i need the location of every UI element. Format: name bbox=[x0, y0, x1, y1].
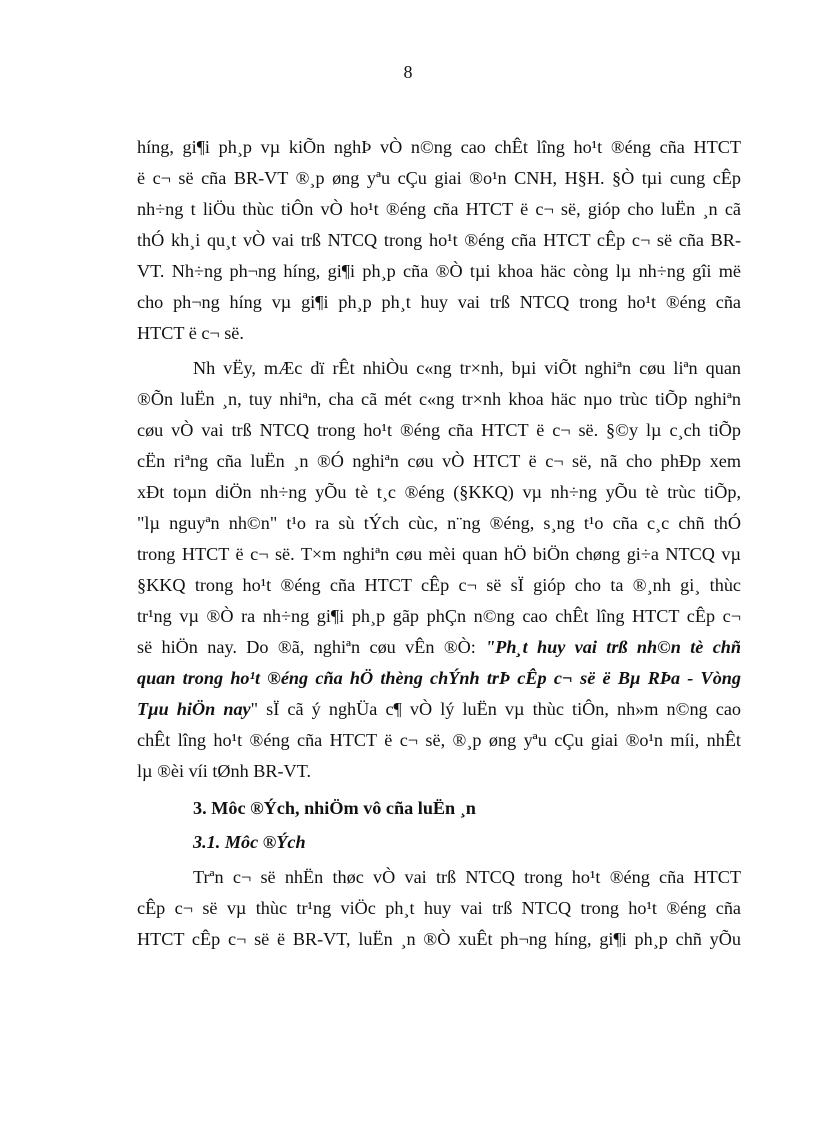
paragraph-line: Nh vËy, mÆc dï rÊt nhiÒu c«ng tr×nh, bµi viÕt nghiªn cøu liªn quan bbox=[193, 358, 741, 378]
paragraph-line: cøu vÒ vai trß NTCQ trong ho¹t ®éng cña HTCT ë c¬ së. §©y lµ c¸ch tiÕp bbox=[137, 420, 741, 440]
paragraph-text: " sÏ cã ý nghÜa c¶ vÒ lý luËn vµ thùc tiÔn, nh»m n©ng cao bbox=[250, 699, 742, 719]
paragraph-line: nh÷ng t liÖu thùc tiÔn vÒ ho¹t ®éng cña HTCT ë c¬ së, gióp cho luËn ¸n cã bbox=[137, 199, 741, 219]
paragraph-line: Trªn c¬ së nhËn thøc vÒ vai trß NTCQ trong ho¹t ®éng cña HTCT bbox=[193, 867, 741, 887]
paragraph-line: chÊt lîng ho¹t ®éng cña HTCT ë c¬ së, ®¸p øng yªu cÇu giai ®o¹n míi, nhÊt bbox=[137, 730, 741, 750]
paragraph-line bbox=[137, 636, 741, 658]
thesis-title-fragment: quan trong ho¹t ®éng cña hÖ thèng chÝnh trÞ cÊp c¬ së ë Bµ RÞa - Vòng bbox=[137, 668, 741, 688]
paragraph-line: thÓ kh¸i qu¸t vÒ vai trß NTCQ trong ho¹t ®éng cña HTCT cÊp c¬ së cña BR- bbox=[137, 230, 741, 250]
page-number: 8 bbox=[403, 62, 413, 82]
paragraph-line bbox=[137, 698, 741, 720]
thesis-title-fragment: Tµu hiÖn nay bbox=[137, 699, 251, 719]
paragraph-line: "lµ nguyªn nh©n" t¹o ra sù tÝch cùc, n¨ng ®éng, s¸ng t¹o cña c¸c chñ thÓ bbox=[137, 513, 741, 533]
paragraph-line: tr¹ng vµ ®Ò ra nh÷ng gi¶i ph¸p gãp phÇn n©ng cao chÊt lîng HTCT cÊp c¬ bbox=[137, 606, 741, 626]
paragraph-line: §KKQ trong ho¹t ®éng cña HTCT cÊp c¬ së sÏ gióp cho ta ®¸nh gi¸ thùc bbox=[137, 575, 741, 595]
paragraph-line: híng, gi¶i ph¸p vµ kiÕn nghÞ vÒ n©ng cao chÊt lîng ho¹t ®éng cña HTCT bbox=[137, 137, 741, 157]
thesis-title-fragment: "Ph¸t huy vai trß nh©n tè chñ bbox=[485, 637, 741, 657]
paragraph-line: ë c¬ së cña BR-VT ®¸p øng yªu cÇu giai ®o¹n CNH, H§H. §Ò tµi cung cÊp bbox=[137, 168, 741, 188]
subsection-heading: 3.1. Môc ®Ých bbox=[193, 832, 306, 852]
section-heading: 3. Môc ®Ých, nhiÖm vô cña luËn ¸n bbox=[193, 798, 476, 818]
paragraph-line: lµ ®èi víi tØnh BR-VT. bbox=[137, 761, 311, 781]
paragraph-line: VT. Nh÷ng ph¬ng híng, gi¶i ph¸p cña ®Ò tµi khoa häc còng lµ nh÷ng gîi më bbox=[137, 261, 741, 281]
paragraph-line: HTCT ë c¬ së. bbox=[137, 323, 244, 343]
paragraph-line: xÐt toµn diÖn nh÷ng yÕu tè t¸c ®éng (§KKQ) vµ nh÷ng yÕu tè trùc tiÕp, bbox=[137, 482, 741, 502]
paragraph-line: HTCT cÊp c¬ së ë BR-VT, luËn ¸n ®Ò xuÊt ph¬ng híng, gi¶i ph¸p chñ yÕu bbox=[137, 929, 741, 949]
paragraph-line: cÊp c¬ së vµ thùc tr¹ng viÖc ph¸t huy vai trß NTCQ trong ho¹t ®éng cña bbox=[137, 898, 741, 918]
paragraph-line: ®Õn luËn ¸n, tuy nhiªn, cha cã mét c«ng tr×nh khoa häc nµo trùc tiÕp nghiªn bbox=[137, 389, 741, 409]
paragraph-line: cho ph¬ng híng vµ gi¶i ph¸p ph¸t huy vai trß NTCQ trong ho¹t ®éng cña bbox=[137, 292, 741, 312]
paragraph-line: cËn riªng cña luËn ¸n ®Ó nghiªn cøu vÒ HTCT ë c¬ së, nã cho phÐp xem bbox=[137, 451, 741, 471]
paragraph-line: trong HTCT ë c¬ së. T×m nghiªn cøu mèi quan hÖ biÖn chøng gi÷a NTCQ vµ bbox=[137, 544, 741, 564]
paragraph-text: së hiÖn nay. Do ®ã, nghiªn cøu vÊn ®Ò: bbox=[137, 637, 486, 657]
